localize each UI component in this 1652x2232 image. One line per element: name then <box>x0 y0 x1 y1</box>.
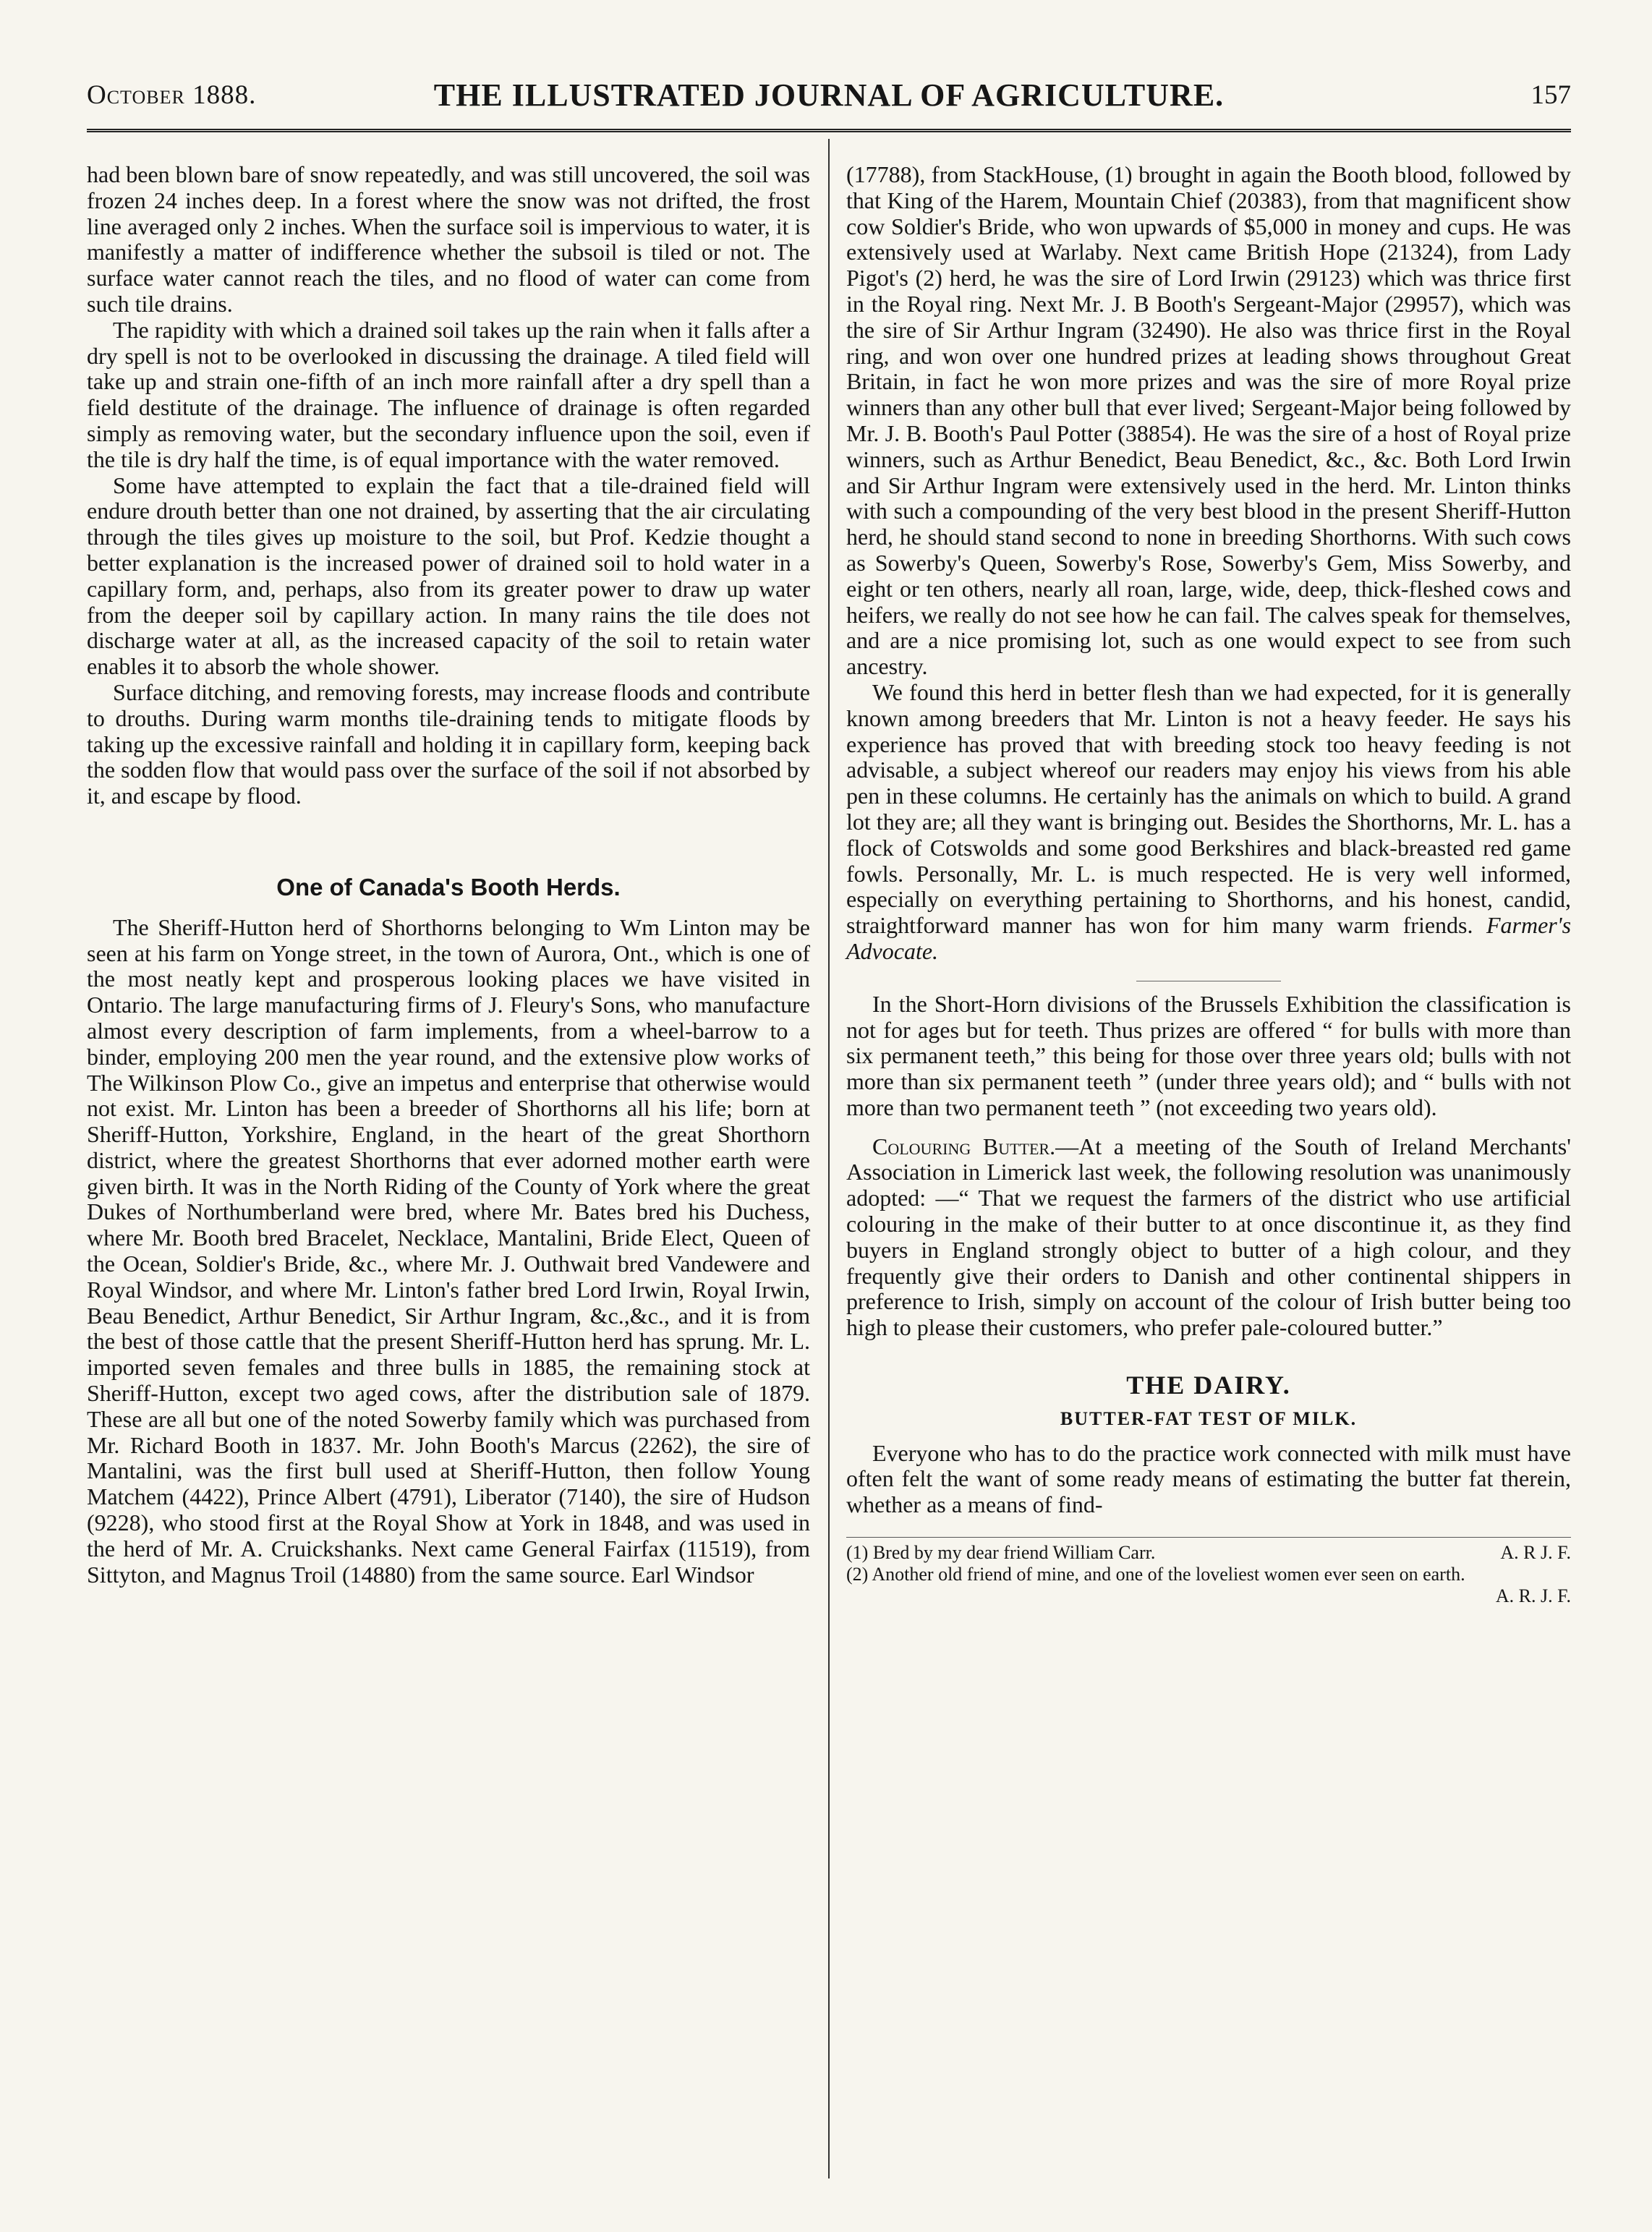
footnotes <box>846 1537 1571 1607</box>
footnote <box>846 1564 1571 1607</box>
item-lead: Colouring Butter. <box>872 1133 1056 1159</box>
paragraph: had been blown bare of snow repeatedly, and was still uncovered, the soil was frozen 24 inches deep. In a forest where the snow was not drifted, the frost line averaged only 2 inches. When the surface soil is impervious to water, it is manifestly a matter of indifference whether the subsoil is tiled or not. The surface water cannot reach the tiles, and no flood of water can come from such tile drains. <box>87 161 810 317</box>
header-rule <box>87 129 1571 132</box>
footnote-signature: A. R. J. F. <box>1495 1585 1571 1607</box>
issue-date: October 1888. <box>87 80 257 110</box>
paragraph: The Sheriff-Hutton herd of Shorthorns belonging to Wm Linton may be seen at his farm on Yonge street, in the town of Aurora, Ont., which is one of the most neatly kept and prosperous looking places we have visited in Ontario. The large manufacturing firms of J. Fleury's Sons, who manufacture almost every description of farm implements, from a wheel-barrow to a binder, employing 200 men the year round, and the extensive plow works of The Wilkinson Plow Co., give an impetus and enterprise that otherwise would not exist. Mr. Linton has been a breeder of Shorthorns all his life; born at Sheriff-Hutton, Yorkshire, England, in the heart of the great Shorthorn district, where the greatest Shorthorns that ever adorned mother earth were given birth. It was in the North Riding of the County of York where the great Dukes of Northumberland were bred, where Mr. Bates bred his Duchess, where Mr. Booth bred Bracelet, Necklace, Mantalini, Bride Elect, Queen of the Ocean, Soldier's Bride, &c., where Mr. J. Outhwait bred Vandewere and Royal Windsor, and where Mr. Linton's father bred Lord Irwin, Royal Irwin, Beau Benedict, Arthur Benedict, Sir Arthur Ingram, &c.,&c., and it is from the best of those cattle that the present Sheriff-Hutton herd has sprung. Mr. L. imported seven females and three bulls in 1885, the remaining stock at Sheriff-Hutton, except two aged cows, after the distribution sale of 1879. These are all but one of the noted Sowerby family which was purchased from Mr. Richard Booth in 1837. Mr. John Booth's Marcus (2262), the sire of Mantalini, was the first bull used at Sheriff-Hutton, then follow Young Matchem (4422), Prince Albert (4791), Liberator (7140), the sire of Hudson (9228), who stood first at the Royal Show at York in 1848, and was used in the herd of Mr. A. Cruickshanks. Next came General Fairfax (11519), from Sittyton, and Magnus Troil (14880) from the same source. Earl Windsor <box>87 913 810 1588</box>
left-column <box>87 162 810 1588</box>
footnote-text: (1) Bred by my dear friend William Carr. <box>846 1542 1156 1564</box>
paragraph <box>846 680 1571 965</box>
footnote-text: (2) Another old friend of mine, and one of the loveliest women ever seen on earth. <box>846 1564 1465 1585</box>
paragraph <box>846 1134 1571 1341</box>
column-divider <box>828 139 830 2178</box>
paragraph: Surface ditching, and removing forests, may increase floods and contribute to drouths. During warm months tile-draining tends to mitigate floods by taking up the excessive rainfall and holding it in capillary form, keeping back the sodden flow that would pass over the surface of the soil if not absorbed by it, and escape by flood. <box>87 678 810 809</box>
page-number: 157 <box>1530 80 1571 110</box>
source-credit: Farmer's Advocate. <box>846 912 1572 964</box>
paragraph: The rapidity with which a drained soil takes up the rain when it falls after a dry spell is not to be overlooked in discussing the drainage. A tiled field will take up and strain one-fifth of an inch more rainfall after a dry spell than a field destitute of the drainage. The influence of drainage is often regarded simply as removing water, but the secondary influence upon the soil, even if the tile is dry half the time, is of equal importance with the water removed. <box>87 316 810 472</box>
footnote-signature: A. R J. F. <box>1500 1542 1571 1564</box>
section-title: THE DAIRY. <box>1126 1371 1291 1400</box>
footnote <box>846 1542 1571 1564</box>
paragraph: In the Short-Horn divisions of the Brussels Exhibition the classification is not for ages but for teeth. Thus prizes are offered “ for bulls with more than six permanent teeth,” this being for those over three years old; bulls with not more than six permanent teeth ” (under three years old); and “ bulls with not more than two permanent teeth ” (not exceeding two years old). <box>846 990 1571 1120</box>
section-subtitle: BUTTER-FAT TEST OF MILK. <box>1060 1407 1358 1429</box>
article-title: One of Canada's Booth Herds. <box>276 873 621 900</box>
paragraph-text: We found this herd in better flesh than we had expected, for it is generally known among breeders that Mr. Linton is not a heavy feeder. He says his experience has proved that with breeding stock too heavy feeding is not advisable, a subject whereof our readers may enjoy his views from his able pen in these columns. He certainly has the animals on which to build. A grand lot they are; all they want is bringing out. Besides the Shorthorns, Mr. L. has a flock of Cotswolds and some good Berkshires and black-breasted red game fowls. Personally, Mr. L. is much respected. He is very well informed, especially on everything pertaining to Shorthorns, and his honest, candid, straightforward manner has won for him many warm friends. <box>846 678 1571 939</box>
paragraph: Some have attempted to explain the fact that a tile-drained field will endure drouth better than one not drained, by asserting that the air circulating through the tiles gives up moisture to the soil, but Prof. Kedzie thought a better explanation is the increased power of drained soil to hold water in a capillary form, and, perhaps, also from its greater power to draw up water from the deeper soil by capillary action. In many rains the tile does not discharge water at all, as the increased capacity of the soil to retain water enables it to absorb the whole shower. <box>87 472 810 680</box>
right-column <box>846 161 1572 1607</box>
paragraph-text: —At a meeting of the South of Ireland Merchants' Association in Limerick last week, the following resolution was unanimously adopted: —“ That we request the farmers of the district who use artificial colouring in the make of their butter to at once discontinue it, as they find buyers in England strongly object to butter of a high colour, and they frequently give their orders to Danish and other continental shippers in preference to Irish, simply on account of the colour of Irish butter being too high to please their customers, who prefer pale-coloured butter.” <box>846 1133 1572 1341</box>
paragraph: (17788), from StackHouse, (1) brought in again the Booth blood, followed by that King of the Harem, Mountain Chief (20383), from that magnificent show cow Soldier's Bride, who won upwards of $5,000 in money and cups. He was extensively used at Warlaby. Next came British Hope (21324), from Lady Pigot's (2) herd, he was the sire of Lord Irwin (29123) which was thrice first in the Royal ring. Next Mr. J. B Booth's Sergeant-Major (29957), which was the sire of Sir Arthur Ingram (32490). He also was thrice first in the Royal ring, and won over one hundred prizes at leading shows throughout Great Britain, in fact he won more prizes and was the sire of more Royal prize winners than any other bull that ever lived; Sergeant-Major being followed by Mr. J. B. Booth's Paul Potter (38854). He was the sire of a host of Royal prize winners, such as Arthur Benedict, Beau Benedict, &c., &c. Both Lord Irwin and Sir Arthur Ingram were extensively used in the herd. Mr. Linton thinks with such a compounding of the very best blood in the present Sheriff-Hutton herd, he should stand second to none in breeding Shorthorns. With such cows as Sowerby's Queen, Sowerby's Rose, Sowerby's Gem, Miss Sowerby, and eight or ten others, nearly all roan, large, wide, deep, thick-fleshed cows and heifers, we really do not see how he can fail. The calves speak for themselves, and are a nice promising lot, such as one would expect to see from such ancestry. <box>846 161 1571 680</box>
paragraph: Everyone who has to do the practice work connected with milk must have often felt the want of some ready means of estimating the butter fat therein, whether as a means of find- <box>846 1439 1571 1518</box>
page-header <box>87 74 1571 119</box>
journal-title: THE ILLUSTRATED JOURNAL OF AGRICULTURE. <box>433 77 1225 113</box>
